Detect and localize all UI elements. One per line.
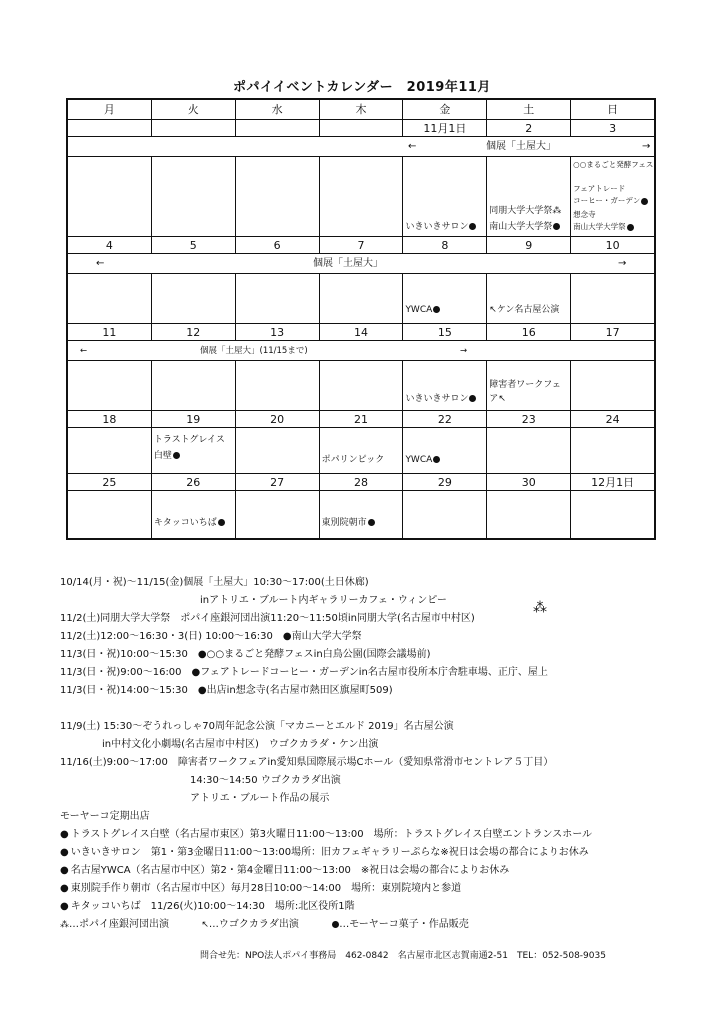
arrow-left-icon: ← bbox=[408, 141, 417, 152]
contact-footer: 問合せ先：NPO法人ポパイ事務局 462-0842 名古屋市北区志賀南通2-51 TEL：052-508-9035 bbox=[200, 951, 606, 961]
date-cell bbox=[68, 120, 151, 136]
event-label: キタッコいちば bbox=[154, 517, 225, 529]
note-line: 11/9(土) 15:30～ぞうれっしゃ70周年記念公演「マカニーとエルド 2019」名古屋公演 bbox=[60, 721, 454, 732]
note-line: 11/3(日・祝)9:00～16:00 ●フェアトレードコーヒー・ガーデンin名古屋市役所本庁舎駐車場、正庁、屋上 bbox=[60, 667, 548, 678]
weekday-tue: 火 bbox=[151, 100, 235, 119]
week2-dates bbox=[68, 236, 654, 253]
event-label: 南山大学大学祭 bbox=[489, 221, 560, 233]
week4-dates bbox=[68, 410, 654, 427]
date-cell: 4 bbox=[105, 239, 113, 252]
moyako-mark-icon bbox=[627, 224, 634, 231]
date-cell: 11 bbox=[102, 326, 117, 339]
date-cell: 19 bbox=[151, 411, 235, 427]
arrow-left-icon: ← bbox=[80, 346, 88, 356]
event-label: 想念寺 bbox=[573, 210, 596, 219]
date-cell: 21 bbox=[319, 411, 403, 427]
legend-moyako: …モーヤーコ菓子・作品販売 bbox=[339, 919, 469, 930]
date-cell: 12月1日 bbox=[570, 474, 654, 490]
moyako-mark-icon bbox=[218, 519, 225, 526]
date-cell: 8 bbox=[402, 237, 486, 253]
date-cell: 2 bbox=[486, 120, 570, 136]
legend-line bbox=[60, 916, 700, 934]
event-label: ○○まるごと発酵フェス bbox=[573, 160, 654, 169]
date-cell: 12 bbox=[151, 324, 235, 340]
moyako-mark-icon bbox=[173, 452, 180, 459]
note-line: in中村文化小劇場(名古屋市中村区) ウゴクカラダ・ケン出演 bbox=[102, 739, 379, 750]
date-cell: 25 bbox=[102, 476, 117, 489]
moyako-mark-icon bbox=[469, 223, 476, 230]
note-line: ● キタッコいちば 11/26(火)10:00～14:30 場所:北区役所1階 bbox=[60, 898, 700, 916]
event-label: YWCA bbox=[405, 304, 440, 316]
note-line: モーヤーコ定期出店 bbox=[60, 811, 150, 822]
date-cell: 23 bbox=[486, 411, 570, 427]
weekday-sun: 日 bbox=[570, 100, 654, 119]
page-title: ポパイイベントカレンダー 2019年11月 bbox=[233, 80, 491, 95]
week3-banner bbox=[68, 340, 654, 360]
event-label: コーヒー・ガーデン bbox=[573, 195, 648, 207]
moyako-mark-icon bbox=[641, 198, 648, 205]
note-line: ● 名古屋YWCA（名古屋市中区）第2・第4金曜日11:00～13:00 ※祝日は会場の都合によりお休み bbox=[60, 862, 700, 880]
note-line: 14:30～14:50 ウゴクカラダ出演 bbox=[190, 775, 341, 786]
weekday-fri: 金 bbox=[402, 100, 486, 119]
note-line: 11/2(土)12:00～16:30・3(日) 10:00～16:30 ●南山大学大学祭 bbox=[60, 631, 362, 642]
legend-ugoku: …ウゴクカラダ出演 bbox=[208, 919, 299, 930]
date-cell: 29 bbox=[402, 474, 486, 490]
event-label: フェアトレード bbox=[573, 184, 626, 193]
note-line: inアトリエ・ブルート内ギャラリーカフェ・ウィンピー bbox=[200, 595, 447, 606]
date-cell bbox=[151, 120, 235, 136]
star-mark-icon: ⁂ bbox=[552, 206, 562, 216]
week5-events bbox=[68, 490, 654, 538]
note-line: 11/3(日・祝)10:00～15:30 ●○○まるごと発酵フェスin白鳥公園(国際会議場前) bbox=[60, 649, 431, 660]
note-line: 11/16(土)9:00～17:00 障害者ワークフェアin愛知県国際展示場Cホール（愛知県常滑市セントレア５丁目） bbox=[60, 757, 554, 768]
note-line: ● いきいきサロン 第1・第3金曜日11:00～13:00場所：旧カフェギャラリーぷらな※祝日は会場の都合によりお休み bbox=[60, 844, 700, 862]
arrow-left-icon: ← bbox=[96, 258, 105, 269]
moyako-mark-icon bbox=[469, 395, 476, 402]
weekday-sat: 土 bbox=[486, 100, 570, 119]
note-line: 10/14(月・祝)～11/15(金)個展「土屋大」10:30～17:00(土日休廊) bbox=[60, 577, 369, 588]
date-cell: 27 bbox=[235, 474, 319, 490]
event-label: ポパリンピック bbox=[321, 455, 385, 465]
week2-events bbox=[68, 273, 654, 323]
date-cell: 5 bbox=[151, 237, 235, 253]
event-label: ア↖ bbox=[489, 394, 506, 404]
date-cell bbox=[319, 120, 403, 136]
moyako-mark-icon bbox=[553, 223, 560, 230]
week4-events bbox=[68, 427, 654, 473]
ugoku-mark-icon: ↖ bbox=[201, 920, 209, 930]
note-line: アトリエ・ブルート作品の展示 bbox=[190, 793, 330, 804]
event-label: ↖ケン名古屋公演 bbox=[489, 305, 560, 315]
date-cell: 11月1日 bbox=[402, 120, 486, 136]
ugoku-mark-icon: ↖ bbox=[489, 305, 497, 315]
date-cell: 14 bbox=[319, 324, 403, 340]
date-cell: 24 bbox=[570, 411, 654, 427]
date-cell: 13 bbox=[235, 324, 319, 340]
arrow-right-icon: → bbox=[460, 346, 468, 356]
moyako-mark-icon bbox=[433, 306, 440, 313]
event-label: いきいきサロン bbox=[405, 221, 476, 233]
banner-text: 個展「土屋大」 bbox=[313, 258, 383, 269]
date-cell: 15 bbox=[402, 324, 486, 340]
date-cell: 7 bbox=[319, 237, 403, 253]
date-cell: 28 bbox=[319, 474, 403, 490]
week1-dates bbox=[68, 119, 654, 136]
date-cell: 30 bbox=[486, 474, 570, 490]
note-line: ● トラストグレイス白壁（名古屋市東区）第3火曜日11:00～13:00 場所：トラストグレイス白壁エントランスホール bbox=[60, 826, 700, 844]
banner-text: 個展「土屋大」 bbox=[486, 141, 556, 152]
event-notes bbox=[60, 574, 700, 934]
week1-banner bbox=[68, 136, 654, 156]
date-cell: 20 bbox=[235, 411, 319, 427]
event-label: YWCA bbox=[405, 454, 440, 466]
week3-dates bbox=[68, 323, 654, 340]
arrow-right-icon: → bbox=[618, 258, 627, 269]
event-label: 白壁 bbox=[154, 450, 180, 462]
weekday-header-row bbox=[68, 100, 654, 119]
note-line: 11/2(土)同朋大学大学祭 ポパイ座銀河団出演11:20～11:50頃in同朋大学(名古屋市中村区) bbox=[60, 613, 475, 624]
arrow-right-icon: → bbox=[642, 141, 651, 152]
star-mark-icon: ⁂ bbox=[533, 600, 547, 616]
date-cell: 9 bbox=[486, 237, 570, 253]
calendar bbox=[66, 98, 656, 540]
event-label: 東別院朝市 bbox=[322, 517, 375, 529]
week2-banner bbox=[68, 253, 654, 273]
weekday-mon: 月 bbox=[103, 103, 115, 116]
event-label: 同朋大学大学祭⁂ bbox=[489, 206, 562, 216]
date-cell: 6 bbox=[235, 237, 319, 253]
weekday-wed: 水 bbox=[235, 100, 319, 119]
event-label: 南山大学大学祭 bbox=[573, 221, 634, 233]
date-cell: 22 bbox=[402, 411, 486, 427]
date-cell bbox=[235, 120, 319, 136]
date-cell: 26 bbox=[151, 474, 235, 490]
event-label: トラストグレイス bbox=[153, 435, 225, 445]
moyako-mark-icon bbox=[368, 519, 375, 526]
week5-dates bbox=[68, 473, 654, 490]
moyako-mark-icon bbox=[433, 456, 440, 463]
star-mark-icon: ⁂ bbox=[60, 920, 69, 930]
note-line: ● 東別院手作り朝市（名古屋市中区）毎月28日10:00～14:00 場所：東別院境内と参道 bbox=[60, 880, 700, 898]
note-line: 11/3(日・祝)14:00～15:30 ●出店in想念寺(名古屋市熱田区旗屋町509) bbox=[60, 685, 393, 696]
weekday-thu: 木 bbox=[319, 100, 403, 119]
date-cell: 3 bbox=[570, 120, 654, 136]
legend-popai: …ポパイ座銀河団出演 bbox=[69, 919, 169, 930]
event-label: いきいきサロン bbox=[405, 393, 476, 405]
date-cell: 10 bbox=[570, 237, 654, 253]
week1-events bbox=[68, 156, 654, 236]
week3-events bbox=[68, 360, 654, 410]
date-cell: 18 bbox=[102, 413, 117, 426]
banner-text: 個展「土屋大」(11/15まで) bbox=[200, 346, 308, 356]
date-cell: 16 bbox=[486, 324, 570, 340]
date-cell: 17 bbox=[570, 324, 654, 340]
ugoku-mark-icon: ↖ bbox=[498, 394, 506, 404]
event-label: 障害者ワークフェ bbox=[489, 380, 561, 390]
